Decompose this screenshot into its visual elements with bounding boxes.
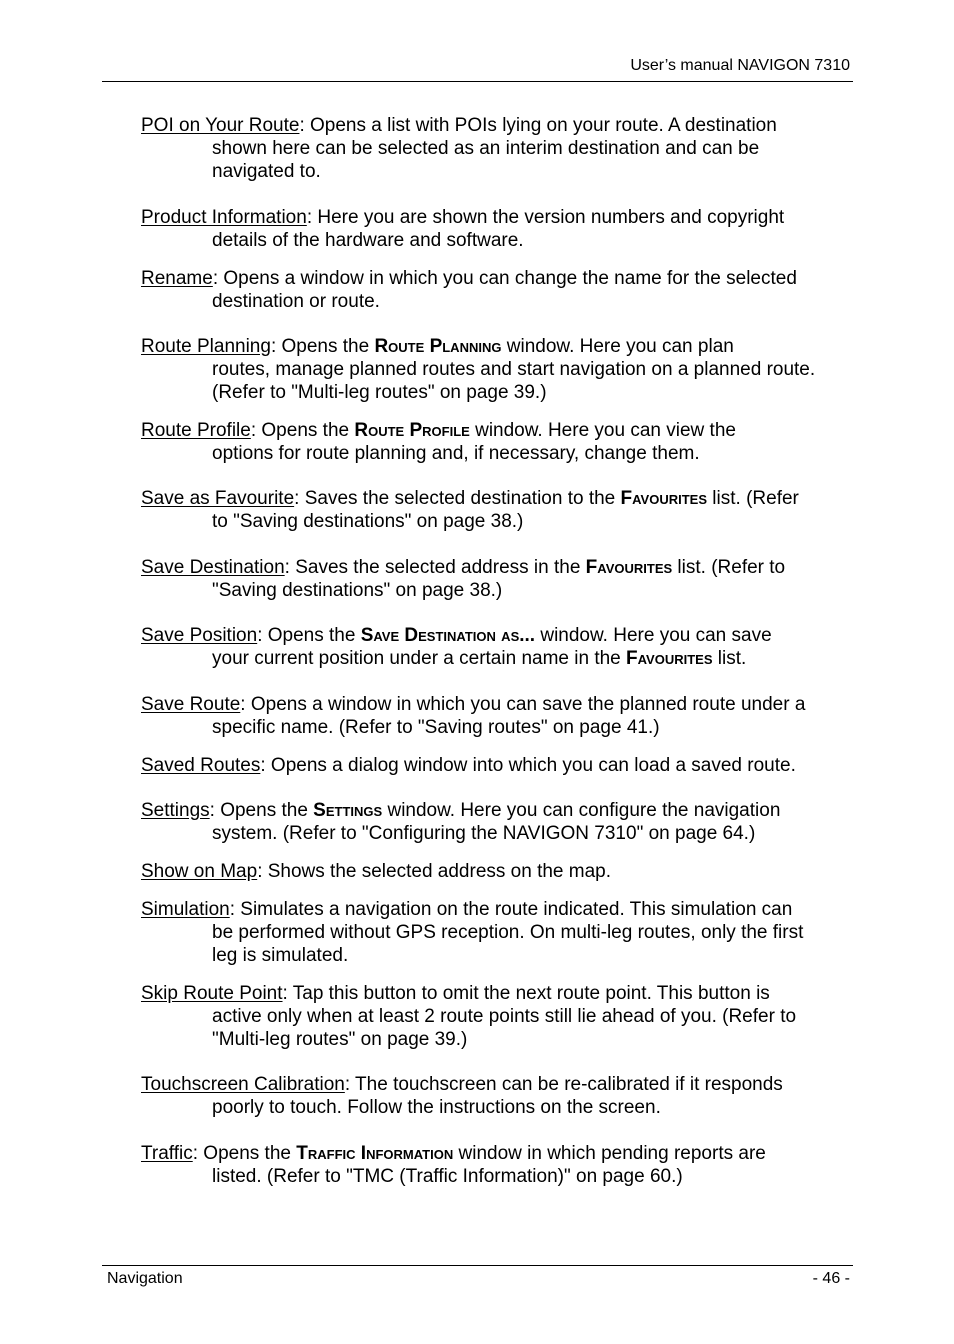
description-text: leg is simulated.: [212, 945, 349, 966]
entry-show-on-map: [141, 860, 853, 883]
description-text: window. Here you can save: [535, 625, 772, 646]
description-text: : Opens the: [209, 800, 314, 821]
entry-rename: [141, 267, 853, 313]
description-text: window. Here you can configure the navigation: [382, 800, 781, 821]
glossary-term: Route Planning: [141, 336, 271, 357]
description-text: : Opens the: [250, 420, 355, 441]
entry-line: [141, 381, 853, 404]
entry-line: [141, 799, 853, 822]
entry-line: [141, 510, 853, 533]
glossary-term: Simulation: [141, 899, 230, 920]
entry-line: [141, 693, 853, 716]
glossary-term: Product Information: [141, 207, 307, 228]
entry-line: [141, 1073, 853, 1096]
entry-line: [141, 206, 853, 229]
window-name: Favourites: [585, 557, 673, 578]
entry-line: [141, 1142, 853, 1165]
entry-line: [141, 860, 853, 883]
glossary-term: Save Route: [141, 694, 241, 715]
entry-line: [141, 267, 853, 290]
entry-line: [141, 898, 853, 921]
description-text: : The touchscreen can be re-calibrated if it responds: [344, 1074, 783, 1095]
entry-line: [141, 944, 853, 967]
description-text: : Simulates a navigation on the route indicated. This simulation can: [229, 899, 793, 920]
entry-line: [141, 647, 853, 670]
window-name: Favourites: [620, 488, 708, 509]
description-text: poorly to touch. Follow the instructions on the screen.: [212, 1097, 661, 1118]
entry-route-profile: [141, 419, 853, 465]
section-name: Navigation: [107, 1270, 183, 1287]
page-number: - 46 -: [812, 1270, 850, 1287]
glossary-term: Skip Route Point: [141, 983, 283, 1004]
entry-line: [141, 982, 853, 1005]
description-text: routes, manage planned routes and start navigation on a planned route.: [212, 359, 816, 380]
description-text: : Opens the: [192, 1143, 297, 1164]
page-header: [102, 57, 853, 82]
entry-route-planning: [141, 335, 853, 404]
entry-simulation: [141, 898, 853, 967]
description-text: list. (Refer: [707, 488, 799, 509]
entry-poi-on-your-route: [141, 114, 853, 183]
entry-line: [141, 335, 853, 358]
page-footer: [102, 1265, 853, 1287]
entry-line: [141, 716, 853, 739]
glossary-term: Touchscreen Calibration: [141, 1074, 345, 1095]
description-text: be performed without GPS reception. On multi-leg routes, only the first: [212, 922, 804, 943]
glossary-term: Save as Favourite: [141, 488, 295, 509]
description-text: system. (Refer to "Configuring the NAVIGON 7310" on page 64.): [212, 823, 756, 844]
entry-line: [141, 1005, 853, 1028]
glossary-term: Route Profile: [141, 420, 251, 441]
description-text: specific name. (Refer to "Saving routes" on page 41.): [212, 717, 660, 738]
entry-save-route: [141, 693, 853, 739]
description-text: : Opens the: [270, 336, 375, 357]
entry-line: [141, 1096, 853, 1119]
entry-line: [141, 114, 853, 137]
description-text: : Opens a list with POIs lying on your route. A destination: [299, 115, 777, 136]
entry-settings: [141, 799, 853, 845]
description-text: to "Saving destinations" on page 38.): [212, 511, 524, 532]
glossary-term: Save Position: [141, 625, 258, 646]
description-text: destination or route.: [212, 291, 380, 312]
window-name: Favourites: [626, 648, 713, 669]
description-text: options for route planning and, if necessary, change them.: [212, 443, 700, 464]
description-text: list. (Refer to: [672, 557, 786, 578]
entry-line: [141, 1028, 853, 1051]
entry-line: [141, 137, 853, 160]
description-text: window. Here you can view the: [469, 420, 736, 441]
glossary-term: Rename: [141, 268, 213, 289]
entry-saved-routes: [141, 754, 853, 777]
glossary-term: Saved Routes: [141, 755, 261, 776]
glossary-term: POI on Your Route: [141, 115, 300, 136]
entry-line: [141, 290, 853, 313]
entry-line: [141, 754, 853, 777]
entry-touchscreen-calibration: [141, 1073, 853, 1119]
description-text: navigated to.: [212, 161, 321, 182]
entry-line: [141, 579, 853, 602]
window-name: Settings: [313, 800, 383, 821]
description-text: your current position under a certain name in the: [212, 648, 627, 669]
description-text: shown here can be selected as an interim destination and can be: [212, 138, 760, 159]
description-text: : Here you are shown the version numbers and copyright: [306, 207, 785, 228]
entry-line: [141, 419, 853, 442]
description-text: "Saving destinations" on page 38.): [212, 580, 503, 601]
entry-line: [141, 229, 853, 252]
entry-product-information: [141, 206, 853, 252]
manual-title: User’s manual NAVIGON 7310: [630, 57, 850, 74]
glossary-term: Show on Map: [141, 861, 258, 882]
description-text: listed. (Refer to "TMC (Traffic Information)" on page 60.): [212, 1166, 683, 1187]
glossary-term: Traffic: [141, 1143, 193, 1164]
entry-line: [141, 1165, 853, 1188]
description-text: window in which pending reports are: [453, 1143, 766, 1164]
description-text: details of the hardware and software.: [212, 230, 524, 251]
entry-traffic: [141, 1142, 853, 1188]
entry-line: [141, 358, 853, 381]
entry-save-position: [141, 624, 853, 670]
entry-save-as-favourite: [141, 487, 853, 533]
description-text: (Refer to "Multi-leg routes" on page 39.): [212, 382, 547, 403]
window-name: Route Planning: [374, 336, 502, 357]
description-text: : Opens a window in which you can save the planned route under a: [240, 694, 806, 715]
description-text: : Shows the selected address on the map.: [257, 861, 612, 882]
entry-line: [141, 624, 853, 647]
entry-line: [141, 487, 853, 510]
entry-line: [141, 160, 853, 183]
entry-save-destination: [141, 556, 853, 602]
description-text: : Saves the selected destination to the: [294, 488, 621, 509]
description-text: : Opens a dialog window into which you can load a saved route.: [260, 755, 796, 776]
description-text: "Multi-leg routes" on page 39.): [212, 1029, 468, 1050]
description-text: : Opens a window in which you can change the name for the selected: [212, 268, 797, 289]
description-text: : Opens the: [257, 625, 361, 646]
entry-line: [141, 822, 853, 845]
window-name: Save Destination as...: [360, 625, 536, 646]
description-text: : Saves the selected address in the: [284, 557, 586, 578]
entry-skip-route-point: [141, 982, 853, 1051]
window-name: Route Profile: [354, 420, 470, 441]
entry-line: [141, 921, 853, 944]
window-name: Traffic Information: [296, 1143, 454, 1164]
entry-line: [141, 442, 853, 465]
glossary-term: Save Destination: [141, 557, 285, 578]
entry-line: [141, 556, 853, 579]
glossary-term: Settings: [141, 800, 210, 821]
description-text: list.: [712, 648, 747, 669]
description-text: window. Here you can plan: [501, 336, 734, 357]
description-text: active only when at least 2 route points still lie ahead of you. (Refer to: [212, 1006, 797, 1027]
description-text: : Tap this button to omit the next route point. This button is: [282, 983, 770, 1004]
